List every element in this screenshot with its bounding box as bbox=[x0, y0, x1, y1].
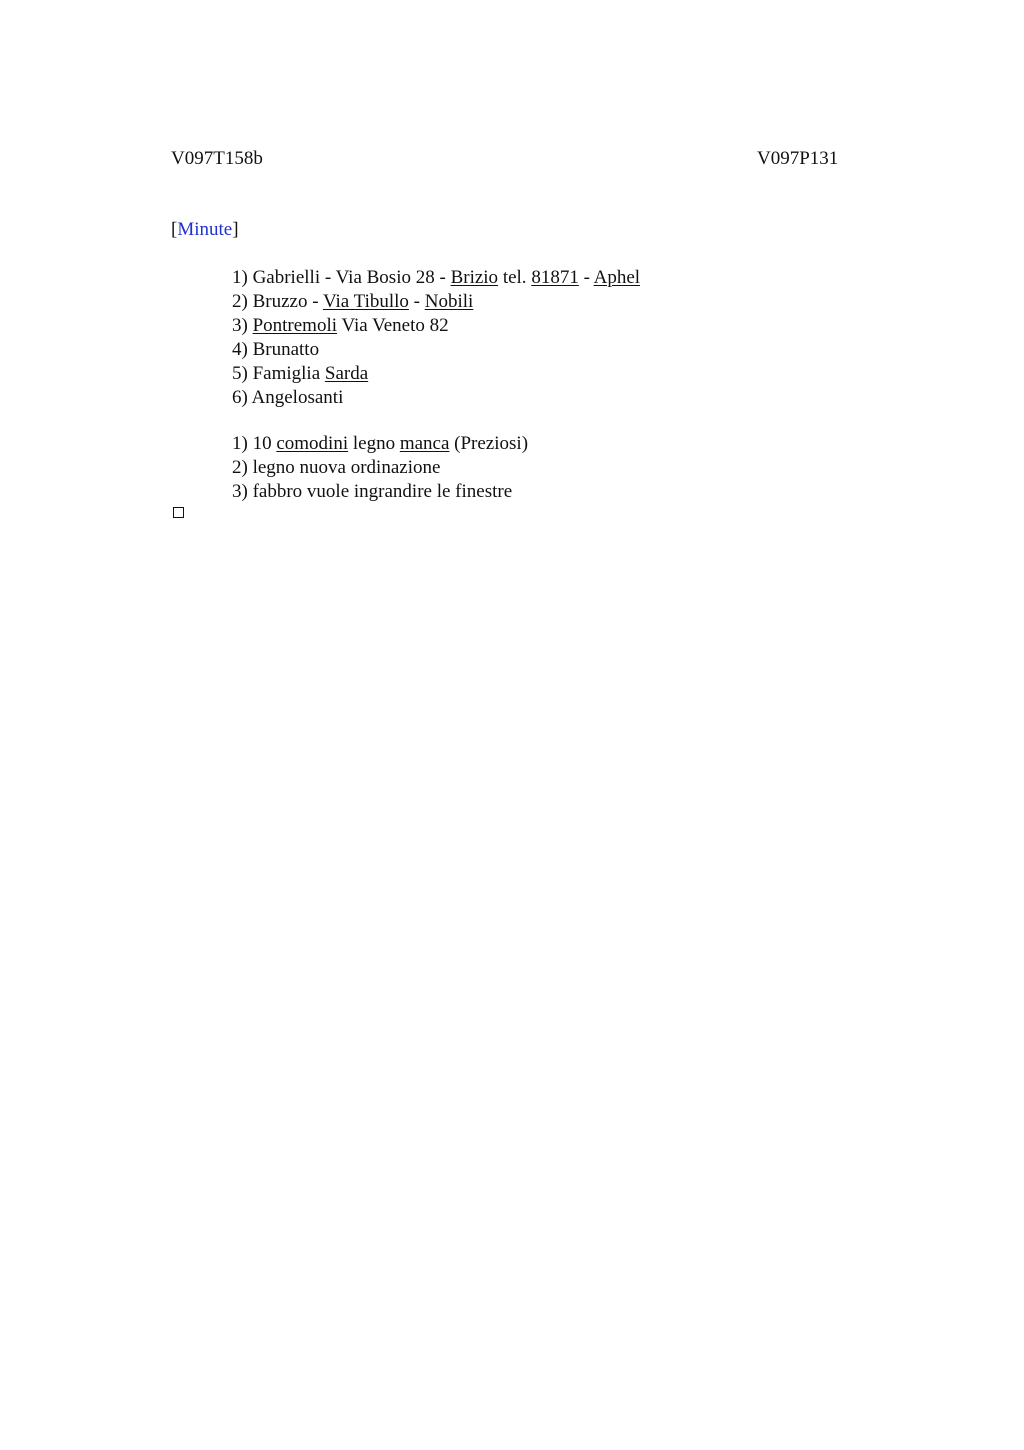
item-text: Famiglia bbox=[252, 363, 325, 384]
tasks-list bbox=[232, 432, 528, 504]
list-item bbox=[232, 386, 640, 410]
item-text: Gabrielli - Via Bosio 28 - bbox=[252, 267, 451, 288]
item-number: 5) bbox=[232, 363, 253, 384]
contacts-list bbox=[232, 266, 640, 410]
minute-link[interactable]: Minute bbox=[177, 219, 233, 240]
end-marker-box-icon bbox=[173, 507, 184, 518]
underlined-text: Pontremoli bbox=[252, 315, 338, 336]
list-item bbox=[232, 432, 528, 456]
underlined-text: Sarda bbox=[324, 363, 369, 384]
document-code-right: V097P131 bbox=[757, 148, 839, 169]
item-number: 3) bbox=[232, 315, 253, 336]
bracket-open: [ bbox=[171, 219, 178, 240]
underlined-text: Aphel bbox=[593, 267, 641, 288]
list-item bbox=[232, 362, 640, 386]
item-text: 10 bbox=[252, 433, 277, 454]
item-text: Brunatto bbox=[252, 339, 320, 360]
item-number: 3) bbox=[232, 481, 253, 502]
underlined-text: 81871 bbox=[531, 267, 579, 288]
item-number: 4) bbox=[232, 339, 253, 360]
item-text: - bbox=[578, 267, 594, 288]
list-item bbox=[232, 456, 528, 480]
item-text: legno nuova ordinazione bbox=[252, 457, 441, 478]
item-text: Bruzzo - bbox=[252, 291, 323, 312]
item-number: 1) bbox=[232, 267, 253, 288]
underlined-text: Brizio bbox=[450, 267, 499, 288]
item-text: Angelosanti bbox=[251, 387, 344, 408]
item-text: legno bbox=[348, 433, 400, 454]
bracket-close: ] bbox=[232, 219, 239, 240]
section-label bbox=[171, 219, 239, 241]
list-item bbox=[232, 314, 640, 338]
item-number: 6) bbox=[232, 387, 252, 408]
underlined-text: Nobili bbox=[424, 291, 474, 312]
underlined-text: Via Tibullo bbox=[322, 291, 409, 312]
item-text: fabbro vuole ingrandire le finestre bbox=[252, 481, 513, 502]
underlined-text: manca bbox=[399, 433, 450, 454]
item-text: (Preziosi) bbox=[449, 433, 529, 454]
item-number: 1) bbox=[232, 433, 253, 454]
item-text: tel. bbox=[498, 267, 532, 288]
list-item bbox=[232, 290, 640, 314]
list-item bbox=[232, 266, 640, 290]
underlined-text: comodini bbox=[276, 433, 349, 454]
item-number: 2) bbox=[232, 291, 253, 312]
document-code-left: V097T158b bbox=[171, 148, 263, 169]
item-number: 2) bbox=[232, 457, 253, 478]
item-text: Via Veneto 82 bbox=[337, 315, 449, 336]
item-text: - bbox=[408, 291, 425, 312]
list-item bbox=[232, 338, 640, 362]
list-item bbox=[232, 480, 528, 504]
